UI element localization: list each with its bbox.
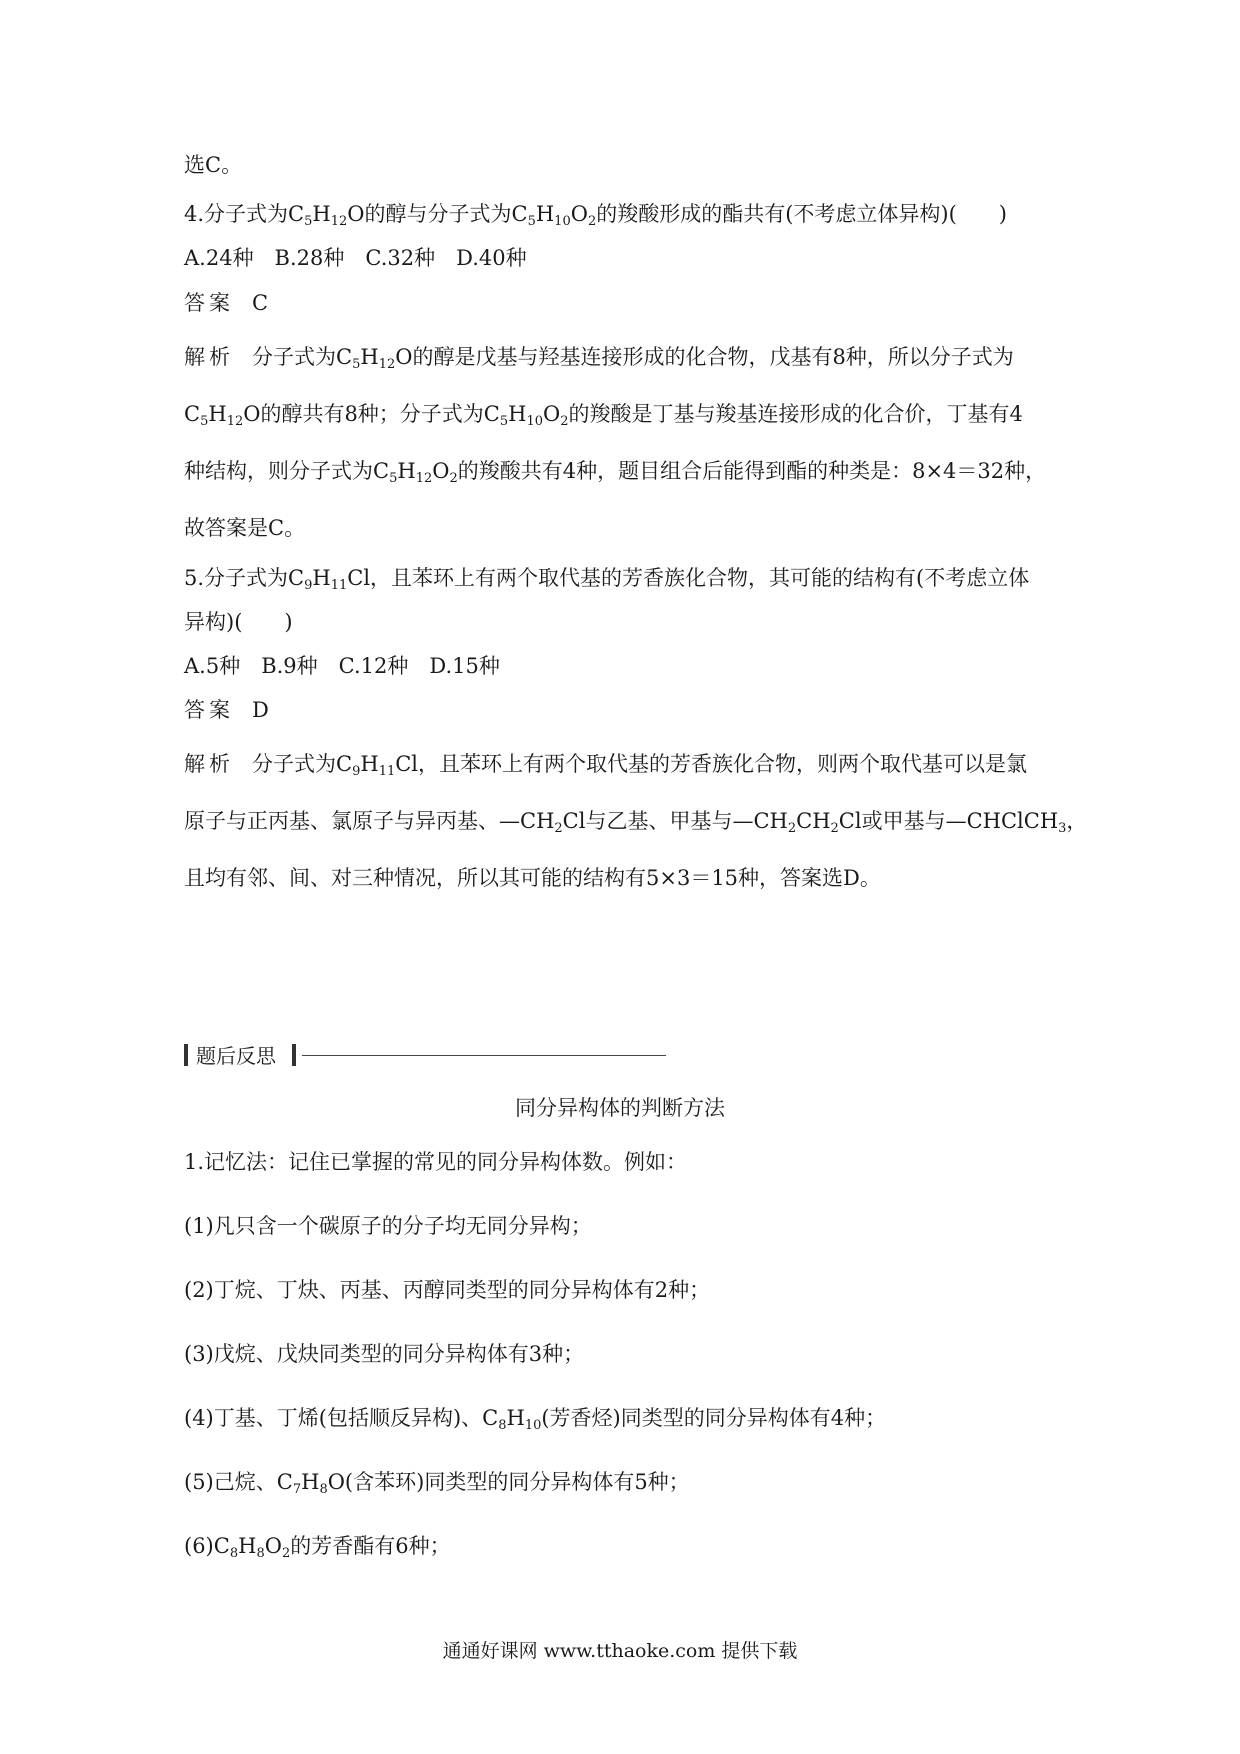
- text-line: 选C。: [184, 153, 243, 177]
- question-4-analysis-line-3: 种结构，则分子式为$C_5H_{12}O_2$的羧酸共有4种，题目组合后能得到酯的种类是：8×4＝32种，: [184, 459, 1047, 486]
- method-1: 1.记忆法：记住已掌握的常见的同分异构体数。例如：: [184, 1150, 688, 1174]
- section-bar-right: [292, 1044, 296, 1066]
- method-1-item-1: (1)凡只含一个碳原子的分子均无同分异构；: [184, 1214, 592, 1238]
- section-title: 题后反思: [196, 1044, 276, 1068]
- question-5-analysis-line-3: 且均有邻、间、对三种情况，所以其可能的结构有5×3＝15种，答案选D。: [184, 866, 881, 890]
- method-1-item-6: $(6)C_8H_8O_2$的芳香酯有6种；: [184, 1534, 451, 1561]
- question-5-answer: [184, 695, 269, 725]
- question-4: 4.分子式为$C_5H_{12}O$的醇与分子式为$C_5H_{10}O_2$的羧酸形成的酯共有(不考虑立体异构)( ): [184, 202, 1007, 229]
- answer-label: 答案: [184, 291, 234, 315]
- question-5-line-2: 异构)( ): [184, 610, 293, 634]
- question-4-options: A.24种 B.28种 C.32种 D.40种: [184, 246, 527, 270]
- method-1-item-2: (2)丁烷、丁炔、丙基、丙醇同类型的同分异构体有2种；: [184, 1278, 711, 1302]
- page-footer: 通通好课网 www.tthaoke.com 提供下载: [442, 1640, 798, 1662]
- answer-label: 答案: [184, 698, 234, 722]
- question-5-options: A.5种 B.9种 C.12种 D.15种: [184, 654, 500, 678]
- method-title: 同分异构体的判断方法: [515, 1096, 725, 1120]
- method-1-item-3: (3)戊烷、戊炔同类型的同分异构体有3种；: [184, 1342, 585, 1366]
- question-4-analysis-line-4: 故答案是C。: [184, 516, 306, 540]
- question-4-answer: [184, 288, 268, 318]
- method-1-item-4: (4)丁基、丁烯(包括顺反异构)、$C_8H_{10}$(芳香烃)同类型的同分异构体有4种；: [184, 1406, 887, 1433]
- analysis-label: 解析: [184, 752, 234, 776]
- question-5-analysis-line-1: [184, 749, 1027, 779]
- analysis-text: 分子式为$C_5H_{12}O$的醇是戊基与羟基连接形成的化合物，戊基有8种，所以分子式为: [252, 345, 1014, 372]
- analysis-label: 解析: [184, 345, 234, 369]
- question-4-analysis-line-1: [184, 342, 1064, 372]
- analysis-text: 分子式为$C_9H_{11}Cl$，且苯环上有两个取代基的芳香族化合物，则两个取代基可以是氯: [252, 752, 1028, 779]
- section-rule: [302, 1055, 666, 1056]
- answer-value: C: [252, 291, 269, 315]
- answer-value: D: [252, 698, 269, 722]
- question-5-line-1: 5.分子式为$C_9H_{11}Cl$，且苯环上有两个取代基的芳香族化合物，其可能的结构有(不考虑立体: [184, 566, 1030, 593]
- method-1-item-5: (5)己烷、$C_7H_8O$(含苯环)同类型的同分异构体有5种；: [184, 1470, 690, 1497]
- section-bar-left: [184, 1044, 188, 1066]
- question-4-analysis-line-2: $C_5H_{12}O$的醇共有8种；分子式为$C_5H_{10}O_2$的羧酸是丁基与羧基连接形成的化合价，丁基有4: [184, 402, 1023, 429]
- question-5-analysis-line-2: 原子与正丙基、氯原子与异丙基、$—CH_2Cl$与乙基、甲基与$—CH_2CH_2Cl$或甲基与—CHClCH$_3$，: [184, 809, 1088, 836]
- section-header: [184, 1042, 684, 1068]
